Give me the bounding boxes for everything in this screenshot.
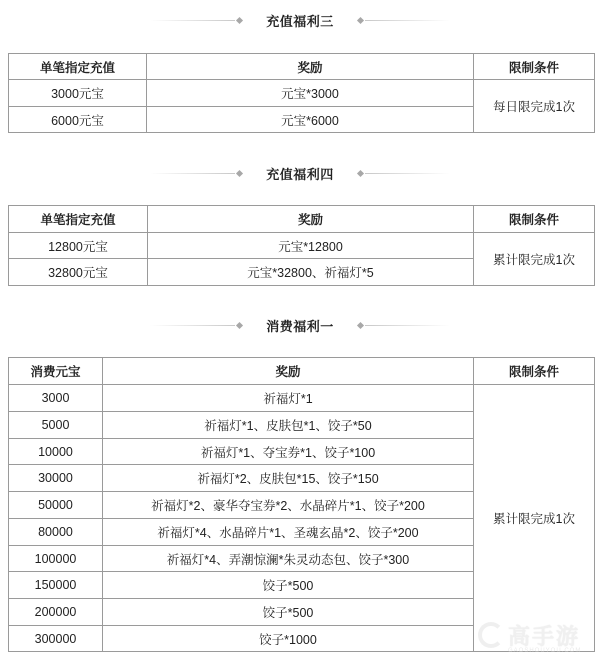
header-condition: 单笔指定充值 xyxy=(9,54,147,80)
divider-line xyxy=(365,325,450,326)
divider-line xyxy=(365,20,450,21)
condition-cell: 3000 xyxy=(9,385,103,412)
reward-cell: 祈福灯*1 xyxy=(103,385,474,412)
reward-cell: 祈福灯*4、弄潮惊澜*朱灵动态包、饺子*300 xyxy=(103,546,474,572)
reward-cell: 祈福灯*1、夺宝券*1、饺子*100 xyxy=(103,439,474,465)
reward-cell: 祈福灯*4、水晶碎片*1、圣魂玄晶*2、饺子*200 xyxy=(103,519,474,546)
condition-cell: 100000 xyxy=(9,546,103,572)
section-heading: 消费福利一 xyxy=(266,318,334,334)
reward-cell: 饺子*500 xyxy=(103,572,474,599)
reward-cell: 元宝*3000 xyxy=(147,80,474,107)
section-title-recharge-3 xyxy=(0,10,600,30)
table-header-row xyxy=(9,206,595,233)
condition-cell: 6000元宝 xyxy=(9,107,147,133)
condition-cell: 50000 xyxy=(9,492,103,519)
condition-cell: 80000 xyxy=(9,519,103,546)
divider-line xyxy=(365,173,450,174)
condition-cell: 300000 xyxy=(9,626,103,652)
watermark-subtext: GAOSHOUYOU.COM xyxy=(508,648,582,654)
limit-cell: 每日限完成1次 xyxy=(474,80,595,133)
reward-cell: 祈福灯*2、皮肤包*15、饺子*150 xyxy=(103,465,474,492)
table-header-row xyxy=(9,54,595,80)
table-row xyxy=(9,80,595,107)
diamond-icon xyxy=(357,169,364,176)
consumption-1-table xyxy=(8,357,595,652)
limit-cell: 累计限完成1次 xyxy=(474,385,595,652)
section-title-recharge-4 xyxy=(0,163,600,183)
section-heading: 充值福利四 xyxy=(266,166,334,182)
header-reward: 奖励 xyxy=(148,206,474,233)
header-condition: 单笔指定充值 xyxy=(9,206,148,233)
reward-cell: 元宝*6000 xyxy=(147,107,474,133)
divider-line xyxy=(150,20,235,21)
header-reward: 奖励 xyxy=(147,54,474,80)
section-heading: 充值福利三 xyxy=(266,13,334,29)
diamond-icon xyxy=(357,321,364,328)
table-row xyxy=(9,385,595,412)
diamond-icon xyxy=(236,16,243,23)
limit-cell: 累计限完成1次 xyxy=(474,233,595,286)
condition-cell: 200000 xyxy=(9,599,103,626)
reward-cell: 饺子*1000 xyxy=(103,626,474,652)
condition-cell: 32800元宝 xyxy=(9,259,148,286)
condition-cell: 10000 xyxy=(9,439,103,465)
header-reward: 奖励 xyxy=(103,358,474,385)
table-header-row xyxy=(9,358,595,385)
condition-cell: 12800元宝 xyxy=(9,233,148,259)
divider-line xyxy=(150,173,235,174)
recharge-4-table xyxy=(8,205,595,286)
condition-cell: 30000 xyxy=(9,465,103,492)
condition-cell: 150000 xyxy=(9,572,103,599)
condition-cell: 5000 xyxy=(9,412,103,439)
table-row xyxy=(9,233,595,259)
condition-cell: 3000元宝 xyxy=(9,80,147,107)
reward-cell: 祈福灯*1、皮肤包*1、饺子*50 xyxy=(103,412,474,439)
header-limit: 限制条件 xyxy=(474,54,595,80)
section-title-consumption-1 xyxy=(0,315,600,335)
reward-cell: 元宝*12800 xyxy=(148,233,474,259)
header-limit: 限制条件 xyxy=(474,358,595,385)
diamond-icon xyxy=(236,321,243,328)
header-limit: 限制条件 xyxy=(474,206,595,233)
diamond-icon xyxy=(357,16,364,23)
header-condition: 消费元宝 xyxy=(9,358,103,385)
diamond-icon xyxy=(236,169,243,176)
reward-cell: 祈福灯*2、豪华夺宝券*2、水晶碎片*1、饺子*200 xyxy=(103,492,474,519)
reward-cell: 饺子*500 xyxy=(103,599,474,626)
recharge-3-table xyxy=(8,53,595,133)
divider-line xyxy=(150,325,235,326)
reward-cell: 元宝*32800、祈福灯*5 xyxy=(148,259,474,286)
watermark-text: 高手游 xyxy=(508,624,581,649)
